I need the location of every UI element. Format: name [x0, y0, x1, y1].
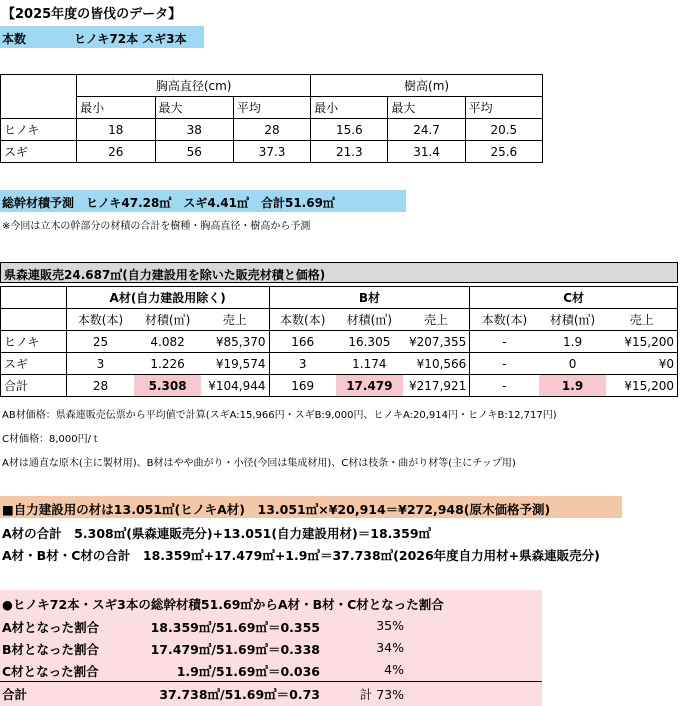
sub-header: 最小: [311, 97, 388, 119]
corner-cell: [1, 287, 67, 309]
table-cell: 25: [66, 331, 134, 353]
sub-header: 最大: [155, 97, 233, 119]
count-label: 本数: [2, 32, 27, 46]
ratio-label: 合計: [2, 687, 28, 702]
sub-header: 最大: [388, 97, 465, 119]
table-cell: ¥104,944: [208, 378, 266, 393]
sales-title-bar: [0, 262, 678, 283]
total-volume-b: 17.479: [336, 375, 403, 397]
table-cell: 25.6: [465, 141, 542, 163]
count-value: ヒノキ72本 スギ3本: [74, 32, 187, 46]
ratio-panel: [0, 590, 542, 706]
table-cell: 18: [77, 119, 155, 141]
volume-bar: [0, 190, 406, 212]
sub-header: 平均: [465, 97, 542, 119]
table-cell: -: [470, 375, 539, 397]
table-cell: ¥85,370: [215, 334, 266, 349]
table-row-total: [1, 375, 678, 397]
table-cell: 16.305: [348, 334, 391, 349]
grade-c-header: C材: [470, 287, 678, 309]
row-label: ヒノキ: [1, 331, 67, 353]
a-total-line: A材の合計 5.308㎥(県森連販売分)+13.051(自力建設用材)＝18.359㎥: [2, 526, 432, 541]
sales-table: [0, 286, 678, 397]
measurement-table: [0, 74, 543, 163]
total-volume-c: 1.9: [539, 375, 607, 397]
grade-a-header: A材(自力建設用除く): [66, 287, 269, 309]
table-cell: 24.7: [388, 119, 465, 141]
empty-cell: [1, 309, 67, 331]
row-label: スギ: [1, 353, 67, 375]
ratio-title: ●ヒノキ72本・スギ3本の総幹材積51.69㎥からA材・B材・C材となった割合: [2, 597, 444, 612]
ratio-formula: 18.359㎥/51.69㎥＝0.355: [150, 620, 320, 635]
table-cell: 15.6: [311, 119, 388, 141]
ratio-pct: 4%: [384, 662, 404, 677]
sub-header: 売上: [222, 313, 247, 327]
grade-note: A材は通直な原木(主に製材用)、B材はやや曲がり・小径(今回は集成材用)、C材は枝条・曲がり材等(主にチップ用): [2, 458, 516, 469]
table-cell: -: [470, 353, 539, 375]
table-cell: 3: [66, 353, 134, 375]
table-cell: 4.082: [150, 334, 185, 349]
table-row: [1, 331, 678, 353]
table-cell: 28: [233, 119, 310, 141]
table-cell: ¥19,574: [215, 356, 266, 371]
self-build-bar: [0, 496, 622, 518]
ratio-divider: [0, 681, 542, 682]
sub-header: 材積(㎥): [549, 313, 596, 327]
table-cell: 166: [269, 331, 336, 353]
sub-header: 材積(㎥): [346, 313, 393, 327]
table-cell: 169: [269, 375, 336, 397]
table-cell: ¥15,200: [606, 331, 677, 353]
ratio-label: C材となった割合: [2, 664, 99, 679]
sub-header: 売上: [606, 309, 677, 331]
ratio-label: B材となった割合: [2, 642, 100, 657]
volume-label: 総幹材積予測 ヒノキ47.28㎥ スギ4.41㎥ 合計51.69㎥: [2, 196, 335, 210]
volume-note: ※今回は立木の幹部分の材積の合計を樹種・胸高直径・樹高から予測: [2, 221, 311, 232]
height-header: 樹高(m): [311, 75, 543, 97]
sub-header: 本数(本): [470, 309, 539, 331]
sub-header: 平均: [233, 97, 310, 119]
table-cell: ¥217,921: [409, 378, 467, 393]
table-cell: 37.3: [233, 141, 310, 163]
ratio-pct: 計 73%: [359, 687, 404, 702]
table-cell: ¥15,200: [606, 375, 677, 397]
table-cell: ¥10,566: [416, 356, 467, 371]
table-cell: 0: [568, 356, 577, 371]
sub-header: 本数(本): [269, 309, 336, 331]
ratio-pct: 35%: [376, 618, 404, 633]
corner-cell: [1, 75, 77, 119]
tree-count-bar: [0, 26, 204, 48]
price-note-ab: AB材価格：県森連販売伝票から平均値で計算(スギA:15,966円・スギB:9,000円、ヒノキA:20,914円・ヒノキB:12,717円): [2, 410, 557, 421]
ratio-label: A材となった割合: [2, 620, 100, 635]
ratio-formula: 1.9㎥/51.69㎥＝0.036: [176, 664, 320, 679]
total-volume-a: 5.308: [134, 375, 201, 397]
table-cell: 28: [66, 375, 134, 397]
sales-title: 県森連販売24.687㎥(自力建設用を除いた販売材積と価格): [4, 268, 326, 282]
species-label: ヒノキ: [1, 119, 77, 141]
sub-header: 売上: [424, 313, 449, 327]
table-row: [1, 141, 543, 163]
row-label: 合計: [1, 375, 67, 397]
self-build-title: ■自力建設用の材は13.051㎥(ヒノキA材) 13.051㎥×¥20,914＝¥272,948(原木価格予測): [2, 502, 551, 517]
table-cell: 3: [269, 353, 336, 375]
ratio-pct: 34%: [376, 640, 404, 655]
ratio-formula: 37.738㎥/51.69㎥＝0.73: [159, 687, 320, 702]
sub-header: 材積(㎥): [144, 313, 191, 327]
page-title: 【2025年度の皆伐のデータ】: [2, 7, 182, 22]
table-cell: 20.5: [465, 119, 542, 141]
dbh-header: 胸高直径(cm): [77, 75, 311, 97]
table-row: [1, 353, 678, 375]
table-cell: 56: [155, 141, 233, 163]
sub-header: 本数(本): [66, 309, 134, 331]
table-cell: 26: [77, 141, 155, 163]
table-cell: 31.4: [388, 141, 465, 163]
table-cell: 1.226: [150, 356, 185, 371]
table-cell: ¥207,355: [409, 334, 467, 349]
species-label: スギ: [1, 141, 77, 163]
table-cell: 1.174: [352, 356, 387, 371]
table-cell: 38: [155, 119, 233, 141]
price-note-c: C材価格：8,000円/ｔ: [2, 434, 101, 445]
table-cell: -: [470, 331, 539, 353]
table-cell: ¥0: [606, 353, 677, 375]
sub-header: 最小: [77, 97, 155, 119]
ratio-formula: 17.479㎥/51.69㎥＝0.338: [150, 642, 320, 657]
grade-b-header: B材: [269, 287, 470, 309]
table-cell: 21.3: [311, 141, 388, 163]
table-row: [1, 119, 543, 141]
abc-total-line: A材・B材・C材の合計 18.359㎥+17.479㎥+1.9㎥＝37.738㎥(2026年度自力用材+県森連販売分): [2, 548, 600, 563]
table-cell: 1.9: [563, 334, 583, 349]
